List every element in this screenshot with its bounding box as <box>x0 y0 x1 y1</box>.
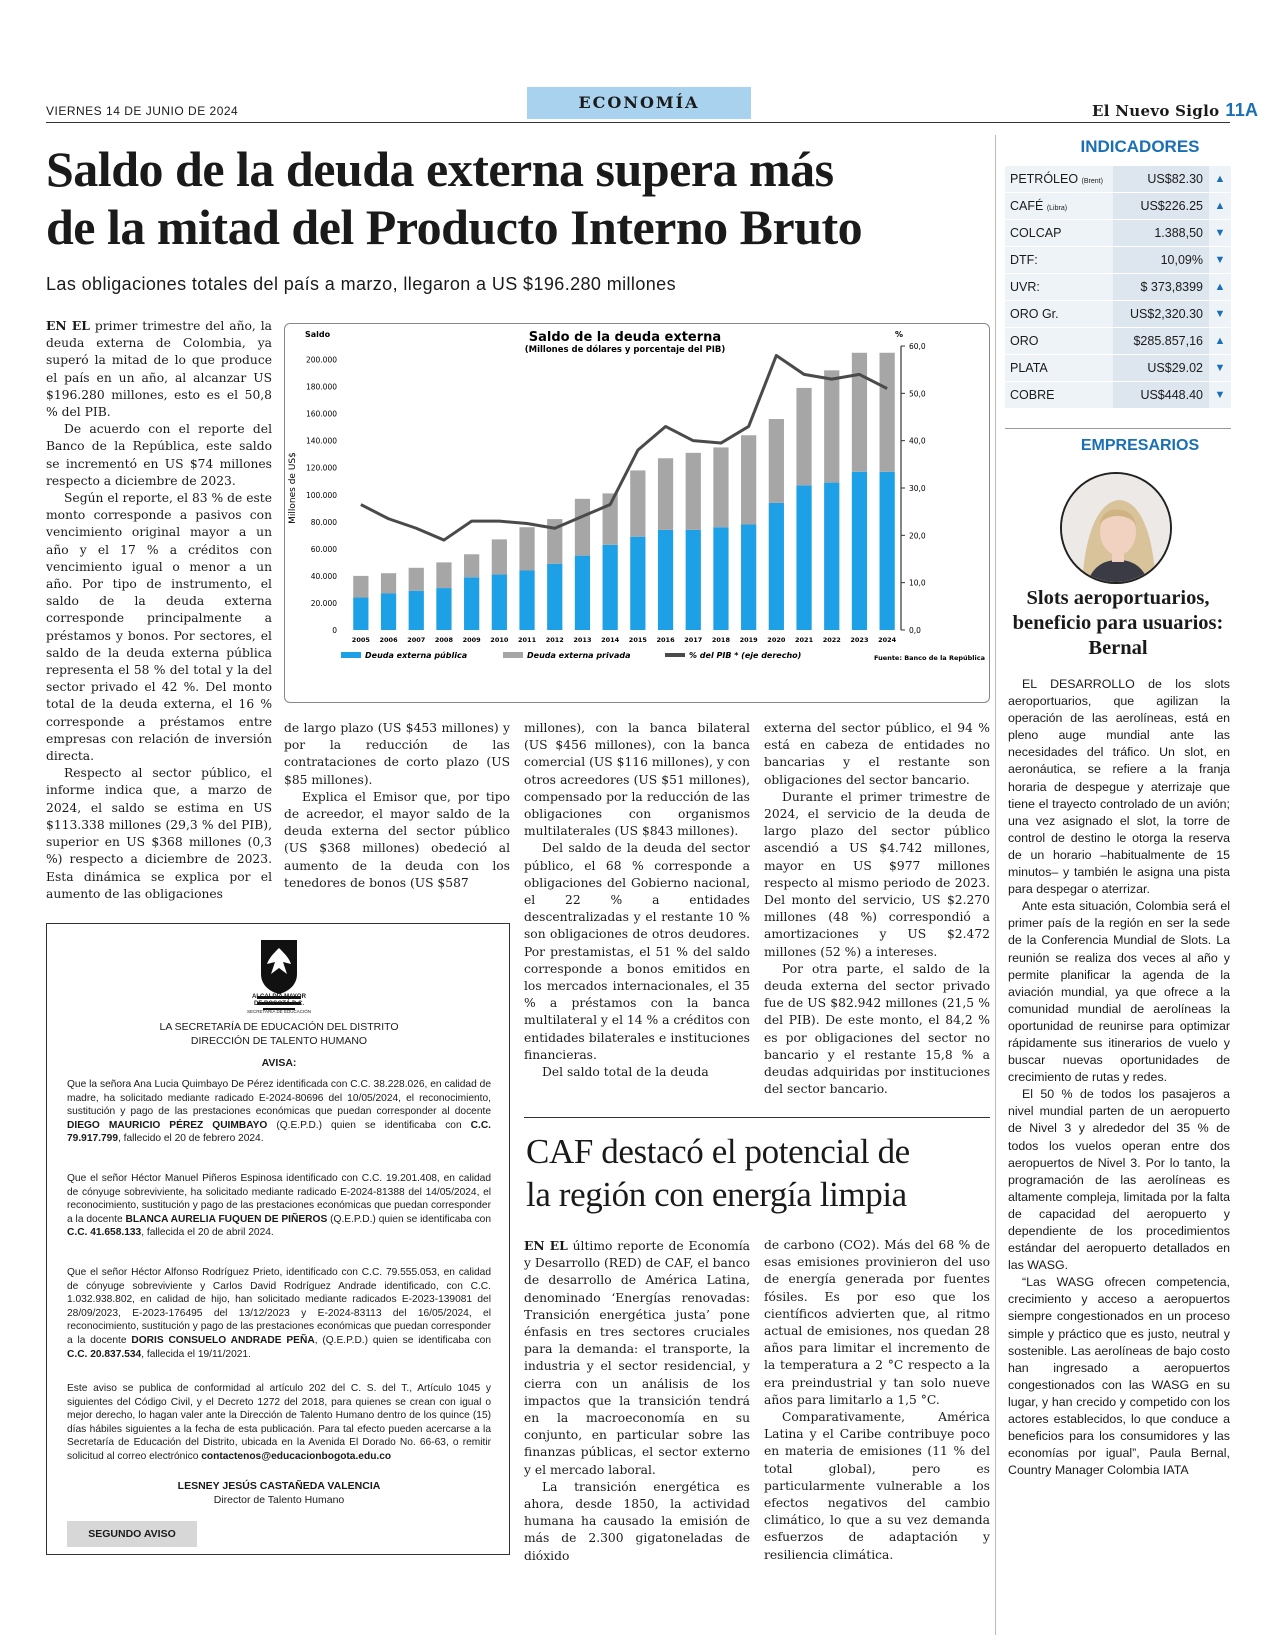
paragraph: EL DESARROLLO de los slots aeroportuarios, que agilizan la operación de las aerolíneas, está en pleno auge mundial ante las necesidades del tráfico. Un slot, en aeronáutica, se refiere a la franja horaria de despegue y aterrizaje que tiene el trayecto controlado de un avión; una vez asignado el slot, la torre de control de destino le otorga la reserva de un horario –habitualmente de 15 minutos– y también le asigna una pista para despegar o aterrizar. <box>1008 677 1230 897</box>
empresarios-body <box>1008 676 1230 1479</box>
bar-private <box>575 499 590 556</box>
bar-public <box>519 570 534 630</box>
notice-text: , fallecida el 20 de abril 2024. <box>141 1227 274 1239</box>
y2-tick-label: 60,0 <box>909 342 926 351</box>
indicator-row <box>1005 274 1231 301</box>
indicator-row <box>1005 166 1231 193</box>
legend-label-public: Deuda externa pública <box>365 651 468 660</box>
indicator-value: US$82.30 <box>1113 166 1209 192</box>
indicator-name: ORO Gr. <box>1010 307 1059 321</box>
notice-text: , fallecido el 20 de febrero 2024. <box>118 1133 264 1145</box>
y2-tick-label: 10,0 <box>909 578 926 588</box>
notice-name: BLANCA AURELIA FUQUEN DE PIÑEROS <box>125 1213 328 1225</box>
notice-text: , fallecida el 19/11/2021. <box>141 1348 251 1360</box>
bar-private <box>409 568 424 591</box>
y-tick-label: 180.000 <box>305 382 337 392</box>
indicator-name: PLATA <box>1010 361 1048 375</box>
y-tick-label: 40.000 <box>310 571 337 581</box>
y2-tick-label: 40,0 <box>909 436 926 446</box>
caf-column-2 <box>764 1237 990 1564</box>
indicator-row <box>1005 247 1231 274</box>
paragraph: De acuerdo con el reporte del Banco de la República, este saldo se incrementó en US $74 millones respecto a diciembre de 2023. <box>46 422 272 488</box>
indicator-name: COBRE <box>1010 388 1055 402</box>
notice-badge: SEGUNDO AVISO <box>67 1521 197 1547</box>
indicator-row <box>1005 220 1231 247</box>
y-tick-label: 0 <box>332 626 337 635</box>
indicator-value: US$226.25 <box>1113 193 1209 219</box>
arrow-down-icon: ▼ <box>1214 227 1226 239</box>
caf-headline <box>526 1130 992 1216</box>
seal-line: ALCALDÍA MAYOR <box>252 994 306 1000</box>
article-headline <box>46 140 1006 256</box>
paragraph: Ante esta situación, Colombia será el primer país de la región en ser la sede de la Conferencia Mundial de Slots. La reunión se realiza dos veces al año y permite planificar la agenda de la aviación mundial, ya que ofrece a la comunidad mundial de aerolíneas la oportunidad de reunirse para optimizar rápidamente sus itinerarios de vuelo y buscar nuevas oportunidades de crecimiento de rutas y redes. <box>1008 899 1230 1085</box>
arrow-up-icon: ▲ <box>1214 200 1226 212</box>
notice-text: (Q.E.P.D.) quien se identificaba con <box>327 1213 492 1225</box>
article-column-1 <box>46 317 272 903</box>
x-tick-label: 2006 <box>379 636 398 644</box>
notice-email: contactenos@educacionbogota.edu.co <box>201 1450 392 1462</box>
legend-swatch-private <box>503 652 523 658</box>
sidebar-separator <box>1005 428 1231 429</box>
seal-line: SECRETARÍA DE EDUCACIÓN <box>247 1009 311 1014</box>
x-tick-label: 2021 <box>795 636 814 644</box>
seal-caption <box>67 994 491 1015</box>
bar-public <box>686 530 701 630</box>
paragraph <box>46 317 272 421</box>
notice-id: C.C. 41.658.133 <box>67 1227 142 1239</box>
x-tick-label: 2016 <box>656 636 675 644</box>
y-tick-label: 100.000 <box>305 490 337 500</box>
indicator-value: 10,09% <box>1113 247 1209 273</box>
bar-private <box>492 539 507 574</box>
x-tick-label: 2020 <box>767 636 786 644</box>
notice-text: Que la señora Ana Lucia Quimbayo De Pérez identificada con C.C. 38.228.026, en calidad de madre, ha solicitado mediante radicado E-2024-80696 del 10/05/2024, el reconocimiento, sustitución y pago de las prestaciones económicas que puedan corresponder al docente <box>67 1079 491 1118</box>
x-tick-label: 2022 <box>822 636 841 644</box>
bar-private <box>353 576 368 598</box>
x-tick-label: 2024 <box>878 636 897 644</box>
indicator-note: (Libra) <box>1046 205 1068 212</box>
arrow-down-icon: ▼ <box>1214 254 1226 266</box>
x-tick-label: 2023 <box>850 636 869 644</box>
indicator-note: (Brent) <box>1081 178 1103 185</box>
paragraph <box>524 1237 750 1479</box>
lead-words: EN EL <box>46 318 90 333</box>
bar-public <box>547 564 562 630</box>
x-tick-label: 2015 <box>628 636 647 644</box>
notice-signer: LESNEY JESÚS CASTAÑEDA VALENCIA <box>177 1480 381 1492</box>
legend-swatch-percent <box>665 653 685 657</box>
x-tick-label: 2017 <box>684 636 703 644</box>
arrow-down-icon: ▼ <box>1214 308 1226 320</box>
bar-private <box>769 419 784 503</box>
headline-line-2: de la mitad del Producto Interno Bruto <box>46 199 863 255</box>
bar-private <box>436 562 451 588</box>
paragraph: Respecto al sector público, el informe indica que, a marzo de 2024, el saldo se estima en US $113.338 millones (29,3 % del PIB), superior en US $368 millones (0,3 %) respecto a diciembre de 2023. Esta dinámica se explica por el aumento de las obligaciones <box>46 766 272 901</box>
bar-public <box>353 598 368 630</box>
bar-public <box>824 483 839 630</box>
arrow-down-icon: ▼ <box>1214 389 1226 401</box>
bar-private <box>824 370 839 482</box>
indicator-name: CAFÉ (Libra) <box>1010 199 1068 213</box>
section-label: ECONOMÍA <box>527 87 751 119</box>
bar-private <box>630 470 645 536</box>
left-axis-top-label: Saldo <box>305 330 331 339</box>
right-axis-top-label: % <box>895 330 904 339</box>
legend-swatch-public <box>341 652 361 658</box>
sidebar-divider <box>995 135 996 1635</box>
bar-public <box>658 530 673 630</box>
arrow-up-icon: ▲ <box>1214 173 1226 185</box>
bar-private <box>713 447 728 527</box>
x-tick-label: 2007 <box>407 636 426 644</box>
notice-text: (Q.E.P.D.) quien se identificaba con <box>267 1119 471 1131</box>
empresarios-title: EMPRESARIOS <box>1080 437 1200 454</box>
y-tick-label: 20.000 <box>310 598 337 608</box>
paragraph: Explica el Emisor que, por tipo de acreedor, el mayor saldo de la deuda externa del sector público (US $368 millones) obedeció al aumento de la deuda con los tenedores de bonos (US $587 <box>284 789 510 890</box>
x-tick-label: 2012 <box>545 636 564 644</box>
indicator-value: US$448.40 <box>1113 382 1209 408</box>
y-tick-label: 200.000 <box>305 355 337 365</box>
bar-private <box>519 527 534 570</box>
notice-text: , (Q.E.P.D.) quien se identificaba con <box>314 1334 491 1346</box>
paragraph: de largo plazo (US $453 millones) y por la reducción de las contrataciones de corto plazo (US $85 millones). <box>284 721 510 787</box>
indicator-value: $285.857,16 <box>1113 328 1209 354</box>
debt-chart <box>284 323 990 703</box>
paragraph-text: último reporte de Economía y Desarrollo (RED) de CAF, el banco de desarrollo de América Latina, denominado ‘Energías renovadas: Transición energética justa’ pone énfasis en tres sectores cruciales para la demanda: el transporte, la industria y el sector residencial, y cierra con un análisis de los impactos que la transición tendrá en la macroeconomía en su conjunto, en particular sobre las finanzas públicas, el sector externo y el mercado laboral. <box>524 1239 750 1477</box>
lead-words: EN EL <box>524 1238 568 1253</box>
paragraph: Durante el primer trimestre de 2024, el servicio de la deuda de largo plazo del sector público ascendió a US $4.742 millones, mayor en US $977 millones respecto al mismo periodo de 2023. Del monto del servicio, US $2.270 millones (48 %) correspondió a amortizaciones y US $2.472 millones (52 %) a intereses. <box>764 789 990 959</box>
bar-public <box>492 575 507 630</box>
y-axis-label: Millones de US$ <box>288 452 298 524</box>
notice-item-2 <box>67 1172 491 1240</box>
legal-notice <box>46 923 510 1555</box>
newspaper-name: El Nuevo Siglo <box>1092 102 1220 120</box>
bar-private <box>686 453 701 530</box>
paragraph: Del saldo de la deuda del sector público, el 68 % corresponde a obligaciones del Gobierno nacional, el 22 % a entidades descentralizadas y el restante 10 % son obligaciones de otros deudores. Por prestamistas, el 51 % del saldo corresponde a bonos emitidos en los mercados internacionales, el 35 % a préstamos con la banca multilateral y el 14 % a créditos con entidades bilaterales e instituciones financieras. <box>524 841 750 1062</box>
x-tick-label: 2010 <box>490 636 509 644</box>
paragraph: Por otra parte, el saldo de la deuda externa del sector privado fue de US $82.942 millones (21,5 % del PIB). De este monto, el 84,2 % es por obligaciones del sector no bancario y el restante 15,8 % a deudas adquiridas por instituciones del sector bancario. <box>764 961 990 1097</box>
chart-subtitle: (Millones de dólares y porcentaje del PIB) <box>524 345 726 355</box>
empresarios-headline: Slots aeroportuarios, beneficio para usuarios: Bernal <box>1012 587 1224 659</box>
arrow-up-icon: ▲ <box>1214 281 1226 293</box>
header-rule <box>46 122 1230 123</box>
bar-private <box>880 353 895 472</box>
arrow-down-icon: ▼ <box>1214 362 1226 374</box>
bar-public <box>880 472 895 630</box>
notice-name: DORIS CONSUELO ANDRADE PEÑA <box>131 1334 315 1346</box>
bar-public <box>769 503 784 630</box>
notice-name: DIEGO MAURICIO PÉREZ QUIMBAYO <box>67 1119 268 1131</box>
bar-private <box>381 573 396 593</box>
indicator-name: UVR: <box>1010 280 1040 294</box>
chart-title: Saldo de la deuda externa <box>528 330 722 345</box>
paragraph: El 50 % de todos los pasajeros a nivel mundial parten de un aeropuerto de Nivel 3 y alrededor del 35 % de todos los vuelos operan entre dos aeropuertos de Nivel 3. Por lo tanto, la programación de las aerolíneas es altamente compleja, limitada por la falta de capacidad del aeropuerto y dependiente de los procedimientos estándar del aeropuerto detallados en las WASG. <box>1008 1087 1230 1273</box>
bar-private <box>464 554 479 577</box>
paragraph: Según el reporte, el 83 % de este monto corresponde a pasivos con vencimiento original mayor a un año y el 17 % a créditos con vencimiento igual o menor a un año. Por tipo de instrumento, el saldo de la deuda externa corresponde principalmente a préstamos y bonos. Por sectores, el saldo de la deuda externa pública representa el 58 % del total y la del sector privado el 42 %. Del monto total de la deuda externa, el 16 % corresponde a préstamos entre empresas con relación de inversión directa. <box>46 491 272 764</box>
notice-text: Este aviso se publica de conformidad al artículo 202 del C. S. del T., Artículo 1045 y siguientes del Código Civil, y el Decreto 1272 del 2018, para quienes se crean con igual o mejor derecho, lo hagan valer ante la Dirección de Talento Humano dentro de los quince (15) días hábiles siguientes a la fecha de esta publicación. Para tal efecto pueden acercarse a la Secretaría de Educación del Distrito, ubicada en la Avenida El Dorado No. 66-63, o remitir solicitud al correo electrónico <box>67 1383 491 1462</box>
portrait-photo <box>1062 474 1172 584</box>
notice-text: Que el señor Héctor Manuel Piñeros Espinosa identificado con C.C. 19.201.408, en calidad de cónyuge sobreviviente, ha solicitado mediante radicado E-2024-81388 del 14/05/2024, el reconocimiento, sustitución y pago de las prestaciones económicas que puedan corresponder a la docente <box>67 1173 491 1225</box>
x-tick-label: 2008 <box>434 636 453 644</box>
edition-date: VIERNES 14 DE JUNIO DE 2024 <box>46 104 239 118</box>
article-column-3 <box>524 720 750 1081</box>
indicator-row <box>1005 193 1231 220</box>
article-subhead: Las obligaciones totales del país a marzo, llegaron a US $196.280 millones <box>46 274 676 294</box>
paragraph: La transición energética es ahora, desde 1850, la actividad humana ha causado la emisión de más de 2.300 gigatoneladas de dióxido <box>524 1479 750 1563</box>
paragraph: externa del sector público, el 94 % está en cabeza de entidades no bancarias y el restante son obligaciones del sector bancario. <box>764 721 990 787</box>
x-tick-label: 2018 <box>711 636 730 644</box>
indicators-title: INDICADORES <box>1080 137 1200 156</box>
arrow-up-icon: ▲ <box>1214 335 1226 347</box>
article-column-4 <box>764 720 990 1098</box>
indicator-row <box>1005 355 1231 382</box>
paragraph: “Las WASG ofrecen competencia, crecimiento y acceso a aeropuertos siempre congestionados en un proceso simple y práctico que es justo, neutral y sostenible. Las aerolíneas de bajo costo han ingresado a aeropuertos congestionados con las WASG en su lugar, y han crecido y competido con los actores establecidos, lo que conduce a beneficios para los consumidores y las economías por igual”, Paula Bernal, Country Manager Colombia IATA <box>1008 1275 1230 1478</box>
bar-public <box>409 591 424 630</box>
bar-public <box>852 472 867 630</box>
article-column-2 <box>284 720 510 892</box>
notice-text: Que el señor Héctor Alfonso Rodríguez Prieto, identificado con C.C. 79.555.053, en calidad de cónyuge sobreviviente y Carlos David Rodríguez Andrade identificado, con C.C. 1.032.938.802, en calidad de hijo, han solicitado mediante radicados E-2023-139081 del 28/09/2023, E-2023-176495 del 13/12/2023 y E-2024-83113 del 16/05/2024, el reconocimiento, sustitución y pago de las prestaciones económicas que puedan corresponder a la docente <box>67 1267 491 1346</box>
indicator-name: ORO <box>1010 334 1039 348</box>
y-tick-label: 160.000 <box>305 409 337 419</box>
indicator-name: PETRÓLEO (Brent) <box>1010 172 1103 186</box>
y-tick-label: 80.000 <box>310 517 337 527</box>
bar-public <box>603 545 618 630</box>
paragraph: millones), con la banca bilateral (US $456 millones), con la banca comercial (US $116 millones), y con otros acreedores (US $51 millones), compensado por la reducción de las obligaciones con organismos multilaterales (US $843 millones). <box>524 721 750 839</box>
bar-private <box>852 353 867 472</box>
paragraph: de carbono (CO2). Más del 68 % de esas emisiones provinieron del uso de energía generada por fuentes fósiles. Es por eso que los científicos advierten que, al ritmo actual de emisiones, nos quedan 28 años para limitar el incremento de la temperatura a 2 °C respecto a la era preindustrial y tan solo nueve años para limitarlo a 1,5 °C. <box>764 1238 990 1407</box>
seal-line: DE BOGOTÁ D.C. <box>253 1001 304 1007</box>
notice-id: C.C. 20.837.534 <box>67 1348 142 1360</box>
paragraph-text: primer trimestre del año, la deuda externa de Colombia, ya superó la mitad de lo que produce el país en un año, al alcanzar US $196.280 millones, esto es el 50,8 % del PIB. <box>46 319 272 420</box>
bar-private <box>741 435 756 524</box>
x-tick-label: 2013 <box>573 636 592 644</box>
indicator-name: COLCAP <box>1010 226 1062 240</box>
y-tick-label: 140.000 <box>305 436 337 446</box>
indicator-row <box>1005 301 1231 328</box>
bar-public <box>713 527 728 630</box>
indicator-value: $ 373,8399 <box>1113 274 1209 300</box>
avatar <box>1060 472 1172 584</box>
bar-public <box>381 593 396 630</box>
headline-line-1: CAF destacó el potencial de <box>526 1132 910 1171</box>
y2-tick-label: 50,0 <box>909 389 926 399</box>
legend-label-private: Deuda externa privada <box>527 651 631 660</box>
bar-private <box>796 388 811 485</box>
indicator-value: US$2,320.30 <box>1113 301 1209 327</box>
legend-label-percent: % del PIB * (eje derecho) <box>689 651 802 660</box>
x-tick-label: 2014 <box>601 636 620 644</box>
indicator-value: 1.388,50 <box>1113 220 1209 246</box>
page-number: 11A <box>1225 100 1259 120</box>
indicator-name: DTF: <box>1010 253 1038 267</box>
bar-public <box>630 537 645 630</box>
y-tick-label: 60.000 <box>310 544 337 554</box>
x-tick-label: 2009 <box>462 636 481 644</box>
paragraph: Comparativamente, América Latina y el Caribe contribuye poco en materia de emisiones (11 % del total global), pero es particularmente vulnerable a los efectos negativos del cambio climático, lo que a su vez demanda esfuerzos de adaptación y resiliencia climática. <box>764 1410 990 1562</box>
paragraph: Del saldo total de la deuda <box>542 1065 709 1080</box>
notice-id: C.C. 79.917.799 <box>67 1119 492 1145</box>
indicator-row <box>1005 382 1231 409</box>
notice-avisa: AVISA: <box>261 1057 297 1069</box>
y2-tick-label: 0,0 <box>909 626 921 635</box>
x-tick-label: 2005 <box>351 636 370 644</box>
caf-rule <box>524 1117 990 1118</box>
bar-public <box>796 485 811 630</box>
bar-public <box>464 577 479 630</box>
bar-public <box>575 556 590 630</box>
newspaper-masthead <box>1092 100 1258 121</box>
chart-source: Fuente: Banco de la República <box>874 654 985 662</box>
indicator-value: US$29.02 <box>1113 355 1209 381</box>
y2-tick-label: 20,0 <box>909 531 926 541</box>
notice-org: LA SECRETARÍA DE EDUCACIÓN DEL DISTRITO <box>159 1021 399 1033</box>
indicators-table <box>1005 166 1231 409</box>
caf-column-1 <box>524 1237 750 1565</box>
bar-public <box>741 525 756 630</box>
notice-dept: DIRECCIÓN DE TALENTO HUMANO <box>190 1035 368 1047</box>
y-tick-label: 120.000 <box>305 463 337 473</box>
notice-item-4 <box>67 1382 491 1464</box>
notice-item-3 <box>67 1266 491 1361</box>
notice-item-1 <box>67 1078 491 1146</box>
bar-private <box>658 458 673 530</box>
x-tick-label: 2011 <box>518 636 537 644</box>
chart-svg <box>285 324 991 704</box>
notice-signer-title: Director de Talento Humano <box>213 1494 345 1506</box>
y2-tick-label: 30,0 <box>909 484 926 493</box>
x-tick-label: 2019 <box>739 636 758 644</box>
indicator-row <box>1005 328 1231 355</box>
headline-line-2: la región con energía limpia <box>526 1175 907 1214</box>
bar-public <box>436 588 451 630</box>
headline-line-1: Saldo de la deuda externa supera más <box>46 141 834 197</box>
bar-private <box>603 493 618 544</box>
